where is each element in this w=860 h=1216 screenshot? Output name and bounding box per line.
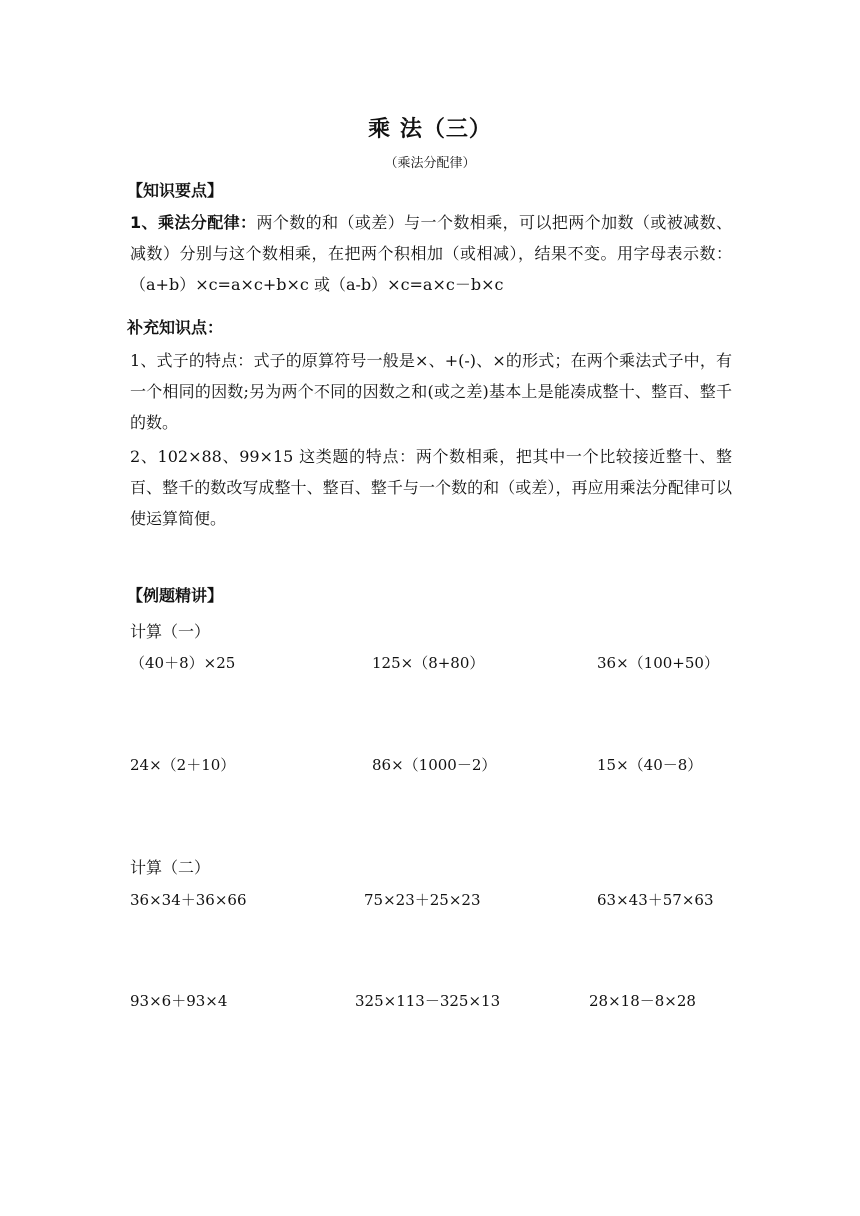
expression: （40＋8）×25 [130, 654, 236, 672]
page-subtitle: （乘法分配律） [384, 156, 476, 171]
supplement-heading: 补充知识点： [127, 318, 224, 337]
distributive-rule-label: 1、乘法分配律： [130, 213, 257, 232]
distributive-rule-text: 两个数的和（或差）与一个数相乘，可以把两个加数（或被减数、减数）分别与这个数相乘，在把两个积相加（或相减），结果不变。用字母表示数：（a+b）×c=a×c+b×c 或（a-b）×c=a×c－b×c [130, 213, 732, 294]
expression: 36×（100+50） [597, 654, 719, 672]
expression: 36×34＋36×66 [130, 891, 247, 909]
supplement-point-1: 1、式子的特点：式子的原算符号一般是×、+(-)、×的形式；在两个乘法式子中，有一个相同的因数;另为两个不同的因数之和(或之差)基本上是能凑成整十、整百、整千的数。 [130, 351, 732, 432]
supplement-point-2: 2、102×88、99×15 这类题的特点：两个数相乘，把其中一个比较接近整十、整百、整千的数改写成整十、整百、整千与一个数的和（或差），再应用乘法分配律可以使运算简便。 [130, 447, 732, 528]
distributive-rule-paragraph [130, 207, 732, 300]
expression: 15×（40－8） [597, 756, 703, 774]
expression: 125×（8+80） [372, 654, 485, 672]
expression: 24×（2＋10） [130, 756, 236, 774]
examples-heading: 【例题精讲】 [127, 586, 224, 605]
expression: 86×（1000－2） [372, 756, 497, 774]
page-title: 乘 法（三） [368, 117, 492, 142]
expression: 75×23＋25×23 [364, 891, 481, 909]
calc1-label: 计算（一） [130, 622, 211, 641]
expression: 325×113－325×13 [355, 992, 501, 1010]
knowledge-heading: 【知识要点】 [127, 181, 224, 200]
expression: 63×43＋57×63 [597, 891, 714, 909]
expression: 93×6＋93×4 [130, 992, 228, 1010]
expression: 28×18－8×28 [589, 992, 696, 1010]
calc2-label: 计算（二） [130, 858, 211, 877]
